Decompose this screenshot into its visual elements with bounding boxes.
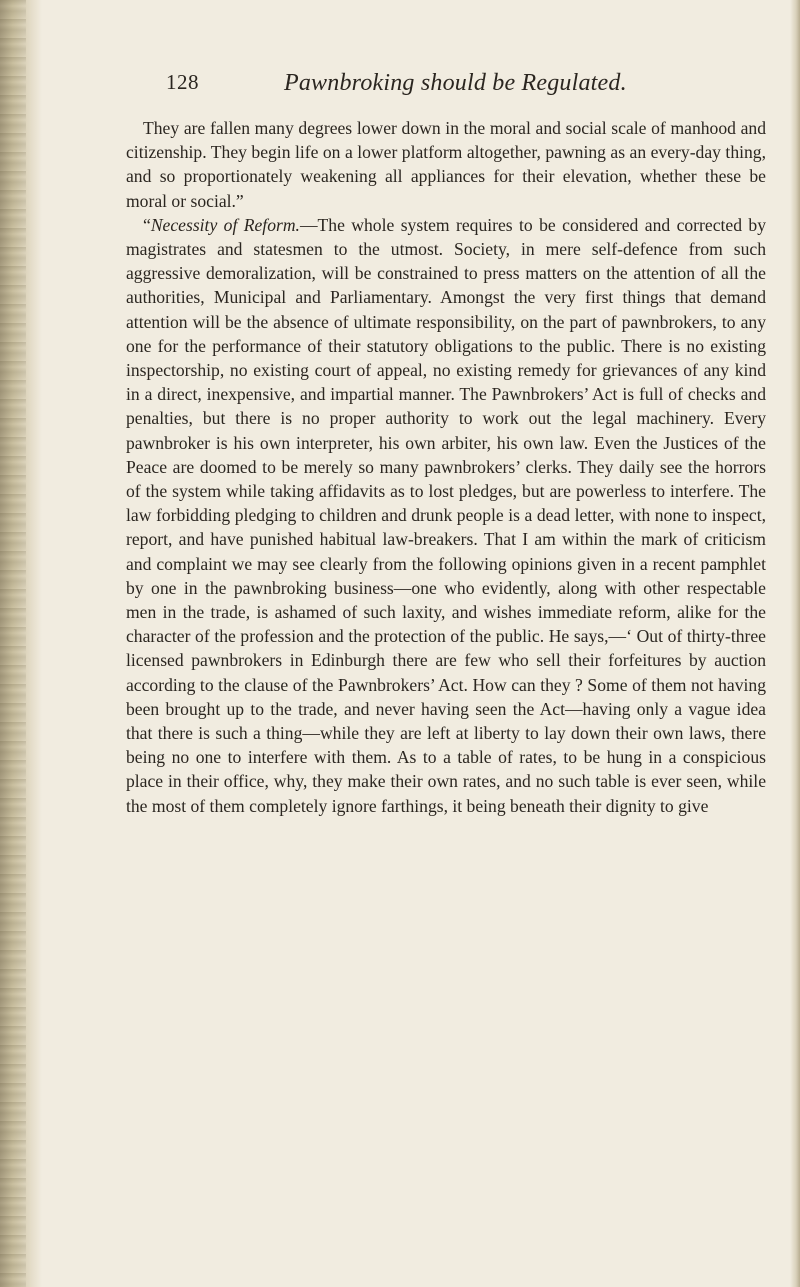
page-header <box>166 70 746 106</box>
running-title: Pawnbroking should be Regulated. <box>284 70 627 96</box>
page-gutter-texture <box>0 0 26 1287</box>
paragraph-2-body: —The whole system requires to be considered and corrected by magistrates and statesmen to the utmost. Society, in mere self-defence from such aggressive demoralization, will be constrained to press matters on the attention of all the authorities, Municipal and Parliamentary. Amongst the very first things that demand attention will be the absence of ultimate responsibility, on the part of pawnbrokers, to any one for the performance of their statutory obligations to the public. There is no existing inspectorship, no existing court of appeal, no existing remedy for grievances of any kind in a direct, inexpensive, and impartial manner. The Pawnbrokers’ Act is full of checks and penalties, but there is no proper authority to work out the legal machinery. Every pawnbroker is his own interpreter, his own arbiter, his own law. Even the Justices of the Peace are doomed to be merely so many pawnbrokers’ clerks. They daily see the horrors of the system while taking affidavits as to lost pledges, but are powerless to interfere. The law forbidding pledging to children and drunk people is a dead letter, with none to inspect, report, and have punished habitual law-breakers. That I am within the mark of criticism and complaint we may see clearly from the following opinions given in a recent pamphlet by one in the pawnbroking business—one who evidently, along with other respectable men in the trade, is ashamed of such laxity, and wishes immediate reform, alike for the character of the profession and the protection of the public. He says,—‘ Out of thirty-three licensed pawnbrokers in Edinburgh there are few who sell their forfeitures by auction according to the clause of the Pawnbrokers’ Act. How can they ? Some of them not having been brought up to the trade, and never having seen the Act—having only a vague idea that there is such a thing—while they are left at liberty to lay down their own laws, there being no one to interfere with them. As to a table of rates, to be hung in a conspicious place in their office, why, they make their own rates, and no such table is ever seen, while the most of them completely ignore farthings, it being beneath their dignity to give <box>126 214 767 816</box>
open-quote: “ <box>143 214 151 235</box>
paragraph-2 <box>126 213 766 818</box>
page-right-edge <box>790 0 800 1287</box>
page-body <box>126 116 766 818</box>
section-heading: Necessity of Reform. <box>150 214 300 235</box>
paragraph-1: They are fallen many degrees lower down in the moral and social scale of manhood and citizenship. They begin life on a lower platform altogether, pawning as an every-day thing, and so proportionately weakening all appliances for their elevation, whether these be moral or social.” <box>126 118 766 211</box>
page-number: 128 <box>166 70 199 94</box>
